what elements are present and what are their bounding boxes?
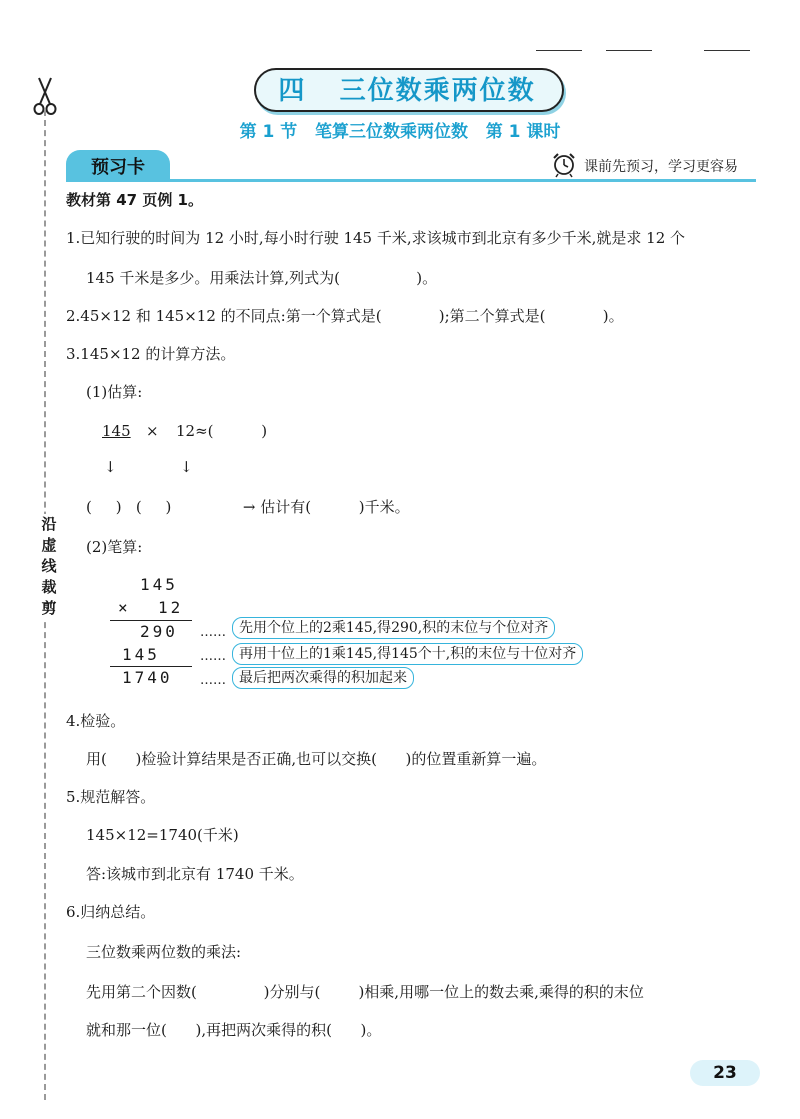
- blank-line-2: [606, 50, 652, 51]
- intro-text: 教材第 47 页例 1。: [66, 191, 203, 209]
- calc-row-2-op: ×: [118, 598, 131, 617]
- calc-row-2: 12: [158, 598, 184, 617]
- section-tab-label: 预习卡: [91, 157, 145, 178]
- calc-line-2: [110, 666, 192, 667]
- calc-row-1: 145: [140, 575, 178, 594]
- q3-estimate-label: (1)估算:: [86, 383, 143, 401]
- q6-line2: 就和那一位( ),再把两次乘得的积( )。: [86, 1021, 382, 1039]
- dots-3: ……: [200, 673, 226, 688]
- dots-2: ……: [200, 649, 226, 664]
- callout-note-2: 再用十位上的1乘145,得145个十,积的末位与十位对齐: [232, 643, 583, 665]
- q1-line1: 1.已知行驶的时间为 12 小时,每小时行驶 145 千米,求该城市到北京有多少千米,就是求 12 个: [66, 229, 686, 247]
- callout-note-1: 先用个位上的2乘145,得290,积的末位与个位对齐: [232, 617, 555, 639]
- q4-text: 用( )检验计算结果是否正确,也可以交换( )的位置重新算一遍。: [86, 750, 547, 768]
- dots-1: ……: [200, 625, 226, 640]
- est-arrow-b: ↓: [180, 458, 193, 476]
- chapter-title: 四 三位数乘两位数: [278, 76, 536, 106]
- lesson-title: 第 1 节 笔算三位数乘两位数 第 1 课时: [239, 122, 561, 142]
- section-rule: [66, 179, 756, 182]
- est-result-row: ( ) ( ) → 估计有( )千米。: [86, 498, 410, 516]
- q2-text: 2.45×12 和 145×12 的不同点:第一个算式是( );第二个算式是( )。: [66, 307, 624, 325]
- section-tagline: 课前先预习，学习更容易: [584, 159, 738, 175]
- calc-row-3: 290: [140, 622, 178, 641]
- q3-written-label: (2)笔算:: [86, 538, 143, 556]
- calc-row-4: 145: [122, 645, 160, 664]
- q5-answer: 答:该城市到北京有 1740 千米。: [86, 865, 304, 883]
- calc-row-5: 1740: [122, 668, 173, 687]
- q3-heading: 3.145×12 的计算方法。: [66, 345, 236, 363]
- q5-equation: 145×12=1740(千米): [86, 826, 239, 844]
- q6-heading: 6.归纳总结。: [66, 903, 156, 921]
- q6-subheading: 三位数乘两位数的乘法:: [86, 943, 242, 961]
- est-factor-b: 12≈( ): [176, 422, 268, 440]
- calc-line-1: [110, 620, 192, 621]
- q1-line2: 145 千米是多少。用乘法计算,列式为( )。: [86, 269, 438, 287]
- est-times: ×: [146, 422, 159, 440]
- blank-line-3: [704, 50, 750, 51]
- callout-note-3: 最后把两次乘得的积加起来: [232, 667, 414, 689]
- q6-line1: 先用第二个因数( )分别与( )相乘,用哪一位上的数去乘,乘得的积的末位: [86, 983, 644, 1001]
- cut-instruction-text: 沿 虚 线 裁 剪: [38, 514, 60, 619]
- blank-line-1: [536, 50, 582, 51]
- alarm-clock-icon: [550, 150, 578, 178]
- q4-heading: 4.检验。: [66, 712, 126, 730]
- page-number: 23: [713, 1063, 737, 1083]
- est-factor-a: 145: [102, 422, 131, 440]
- est-arrow-a: ↓: [104, 458, 117, 476]
- q5-heading: 5.规范解答。: [66, 788, 156, 806]
